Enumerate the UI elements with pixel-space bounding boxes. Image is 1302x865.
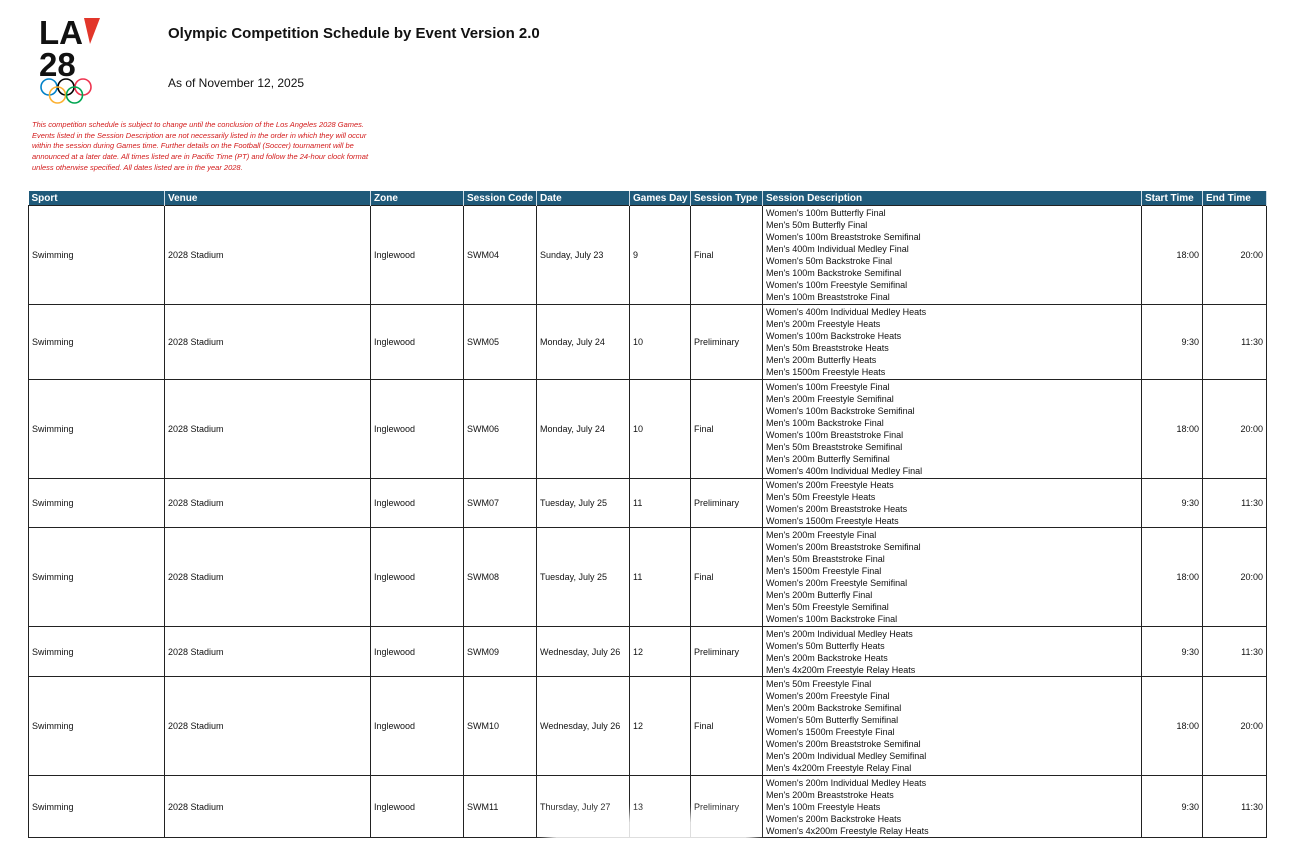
sport-cell: Swimming	[29, 776, 165, 838]
venue-cell: 2028 Stadium	[165, 305, 371, 380]
end-time-cell: 20:00	[1203, 677, 1267, 776]
event-item: Men's 50m Freestyle Heats	[766, 492, 876, 502]
event-item: Men's 50m Breaststroke Heats	[766, 343, 889, 353]
event-item: Women's 200m Backstroke Heats	[766, 813, 902, 824]
event-item: Men's 4x200m Freestyle Relay Final	[766, 763, 912, 773]
end-time-cell: 11:30	[1203, 776, 1267, 838]
sport-cell: Swimming	[29, 206, 165, 305]
zone-cell: Inglewood	[371, 627, 464, 677]
sport-cell: Swimming	[29, 528, 165, 627]
event-item: Men's 100m Freestyle Heats	[766, 801, 881, 812]
event-item: Men's 50m Breaststroke Final	[766, 554, 885, 564]
session-description-cell	[763, 627, 1142, 677]
venue-cell: 2028 Stadium	[165, 380, 371, 479]
session-code-cell: SWM11	[464, 776, 537, 838]
table-row	[29, 528, 1267, 627]
table-header-row	[29, 191, 1267, 206]
table-row	[29, 305, 1267, 380]
session-type-cell: Preliminary	[691, 776, 763, 838]
session-description-cell	[763, 776, 1142, 838]
event-item: Men's 100m Backstroke Final	[766, 418, 884, 428]
event-item: Men's 100m Breaststroke Final	[766, 292, 890, 302]
zone-cell: Inglewood	[371, 206, 464, 305]
watermark-overlay	[556, 822, 746, 854]
event-item: Men's 400m Individual Medley Final	[766, 244, 909, 254]
venue-cell: 2028 Stadium	[165, 677, 371, 776]
end-time-cell: 20:00	[1203, 528, 1267, 627]
session-type-cell: Final	[691, 380, 763, 479]
event-item: Men's 200m Butterfly Heats	[766, 355, 877, 365]
table-row	[29, 479, 1267, 528]
session-description-cell	[763, 206, 1142, 305]
document-title: Olympic Competition Schedule by Event Version 2.0	[168, 25, 540, 42]
event-item: Women's 400m Individual Medley Heats	[766, 307, 927, 317]
session-type-cell: Final	[691, 206, 763, 305]
event-item: Men's 200m Individual Medley Semifinal	[766, 751, 927, 761]
start-time-cell: 18:00	[1142, 528, 1203, 627]
event-item: Women's 50m Backstroke Final	[766, 256, 893, 266]
column-header-games-day: Games Day	[630, 191, 691, 206]
session-code-cell: SWM09	[464, 627, 537, 677]
table-row	[29, 627, 1267, 677]
event-item: Men's 200m Freestyle Final	[766, 530, 877, 540]
venue-cell: 2028 Stadium	[165, 528, 371, 627]
event-item: Women's 200m Freestyle Heats	[766, 480, 894, 490]
event-item: Women's 400m Individual Medley Final	[766, 466, 923, 476]
logo-accent-icon	[84, 18, 100, 44]
event-item: Men's 4x200m Freestyle Relay Heats	[766, 664, 916, 675]
column-header-sport: Sport	[29, 191, 165, 206]
games-day-cell: 12	[630, 627, 691, 677]
venue-cell: 2028 Stadium	[165, 479, 371, 528]
date-cell: Wednesday, July 26	[537, 627, 630, 677]
event-item: Men's 200m Backstroke Semifinal	[766, 703, 902, 713]
event-item: Men's 200m Breaststroke Heats	[766, 789, 894, 800]
sport-cell: Swimming	[29, 380, 165, 479]
event-item: Men's 1500m Freestyle Final	[766, 566, 882, 576]
event-item: Women's 100m Butterfly Final	[766, 208, 886, 218]
session-type-cell: Final	[691, 677, 763, 776]
event-item: Women's 50m Butterfly Semifinal	[766, 715, 899, 725]
session-code-cell: SWM10	[464, 677, 537, 776]
date-cell: Tuesday, July 25	[537, 528, 630, 627]
event-item: Men's 50m Butterfly Final	[766, 220, 868, 230]
event-item: Women's 200m Individual Medley Heats	[766, 777, 927, 788]
event-item: Women's 100m Backstroke Final	[766, 614, 898, 624]
games-day-cell: 11	[630, 528, 691, 627]
event-item: Men's 50m Breaststroke Semifinal	[766, 442, 903, 452]
event-item: Women's 100m Breaststroke Semifinal	[766, 232, 921, 242]
logo-text-top: LA	[39, 14, 83, 51]
event-item: Women's 4x200m Freestyle Relay Heats	[766, 825, 929, 836]
zone-cell: Inglewood	[371, 479, 464, 528]
sport-cell: Swimming	[29, 305, 165, 380]
event-item: Women's 100m Backstroke Semifinal	[766, 406, 915, 416]
zone-cell: Inglewood	[371, 380, 464, 479]
event-item: Women's 200m Breaststroke Heats	[766, 504, 908, 514]
column-header-session-type: Session Type	[691, 191, 763, 206]
event-item: Men's 200m Individual Medley Heats	[766, 628, 913, 639]
session-code-cell: SWM08	[464, 528, 537, 627]
event-item: Women's 1500m Freestyle Heats	[766, 516, 899, 526]
start-time-cell: 9:30	[1142, 776, 1203, 838]
date-cell: Wednesday, July 26	[537, 677, 630, 776]
date-cell: Tuesday, July 25	[537, 479, 630, 528]
games-day-cell: 13	[630, 776, 691, 838]
la28-logo	[38, 14, 104, 106]
sport-cell: Swimming	[29, 677, 165, 776]
column-header-date: Date	[537, 191, 630, 206]
session-code-cell: SWM06	[464, 380, 537, 479]
end-time-cell: 20:00	[1203, 206, 1267, 305]
event-item: Women's 100m Backstroke Heats	[766, 331, 902, 341]
event-item: Men's 1500m Freestyle Heats	[766, 367, 886, 377]
start-time-cell: 18:00	[1142, 677, 1203, 776]
event-item: Men's 50m Freestyle Final	[766, 679, 872, 689]
session-type-cell: Final	[691, 528, 763, 627]
start-time-cell: 18:00	[1142, 380, 1203, 479]
session-code-cell: SWM04	[464, 206, 537, 305]
session-code-cell: SWM05	[464, 305, 537, 380]
games-day-cell: 10	[630, 380, 691, 479]
event-item: Women's 200m Breaststroke Semifinal	[766, 542, 921, 552]
event-item: Women's 50m Butterfly Heats	[766, 640, 885, 651]
table-row	[29, 206, 1267, 305]
column-header-session-description: Session Description	[763, 191, 1142, 206]
date-cell: Monday, July 24	[537, 380, 630, 479]
column-header-end-time: End Time	[1203, 191, 1267, 206]
date-cell: Sunday, July 23	[537, 206, 630, 305]
sport-cell: Swimming	[29, 627, 165, 677]
session-description-cell	[763, 677, 1142, 776]
date-cell: Monday, July 24	[537, 305, 630, 380]
event-item: Women's 200m Freestyle Final	[766, 691, 890, 701]
zone-cell: Inglewood	[371, 776, 464, 838]
event-item: Men's 200m Backstroke Heats	[766, 652, 888, 663]
event-item: Men's 200m Freestyle Semifinal	[766, 394, 894, 404]
event-item: Men's 100m Backstroke Semifinal	[766, 268, 902, 278]
column-header-start-time: Start Time	[1142, 191, 1203, 206]
schedule-table	[28, 191, 1267, 838]
start-time-cell: 9:30	[1142, 627, 1203, 677]
end-time-cell: 20:00	[1203, 380, 1267, 479]
as-of-date: As of November 12, 2025	[168, 76, 305, 90]
event-item: Women's 100m Freestyle Semifinal	[766, 280, 908, 290]
disclaimer-note: This competition schedule is subject to change until the conclusion of the Los Angeles 2028 Games. Events listed in the Session Description are not necessarily listed in the order in which they will occur within the session during Games time. Further details on the Football (Soccer) tournament will be announced at a later date. All times listed are in Pacific Time (PT) and follow the 24-hour clock format unless otherwise specified. All dates listed are in the year 2028.	[32, 120, 369, 172]
sport-cell: Swimming	[29, 479, 165, 528]
session-description-cell	[763, 380, 1142, 479]
end-time-cell: 11:30	[1203, 479, 1267, 528]
games-day-cell: 9	[630, 206, 691, 305]
event-item: Women's 1500m Freestyle Final	[766, 727, 895, 737]
session-type-cell: Preliminary	[691, 479, 763, 528]
games-day-cell: 11	[630, 479, 691, 528]
event-item: Men's 50m Freestyle Semifinal	[766, 602, 889, 612]
venue-cell: 2028 Stadium	[165, 776, 371, 838]
event-item: Women's 200m Breaststroke Semifinal	[766, 739, 921, 749]
games-day-cell: 12	[630, 677, 691, 776]
session-description-cell	[763, 479, 1142, 528]
table-row	[29, 380, 1267, 479]
table-row	[29, 677, 1267, 776]
venue-cell: 2028 Stadium	[165, 627, 371, 677]
event-item: Men's 200m Freestyle Heats	[766, 319, 881, 329]
zone-cell: Inglewood	[371, 528, 464, 627]
event-item: Men's 200m Butterfly Final	[766, 590, 873, 600]
logo-text-bottom: 28	[39, 46, 76, 83]
event-item: Women's 100m Breaststroke Final	[766, 430, 904, 440]
start-time-cell: 18:00	[1142, 206, 1203, 305]
session-code-cell: SWM07	[464, 479, 537, 528]
column-header-session-code: Session Code	[464, 191, 537, 206]
date-cell: Thursday, July 27	[537, 776, 630, 838]
column-header-venue: Venue	[165, 191, 371, 206]
event-item: Women's 100m Freestyle Final	[766, 382, 890, 392]
session-type-cell: Preliminary	[691, 627, 763, 677]
end-time-cell: 11:30	[1203, 305, 1267, 380]
session-description-cell	[763, 528, 1142, 627]
session-description-cell	[763, 305, 1142, 380]
event-item: Men's 200m Butterfly Semifinal	[766, 454, 890, 464]
zone-cell: Inglewood	[371, 677, 464, 776]
games-day-cell: 10	[630, 305, 691, 380]
zone-cell: Inglewood	[371, 305, 464, 380]
end-time-cell: 11:30	[1203, 627, 1267, 677]
session-type-cell: Preliminary	[691, 305, 763, 380]
start-time-cell: 9:30	[1142, 479, 1203, 528]
event-item: Women's 200m Freestyle Semifinal	[766, 578, 908, 588]
column-header-zone: Zone	[371, 191, 464, 206]
venue-cell: 2028 Stadium	[165, 206, 371, 305]
start-time-cell: 9:30	[1142, 305, 1203, 380]
